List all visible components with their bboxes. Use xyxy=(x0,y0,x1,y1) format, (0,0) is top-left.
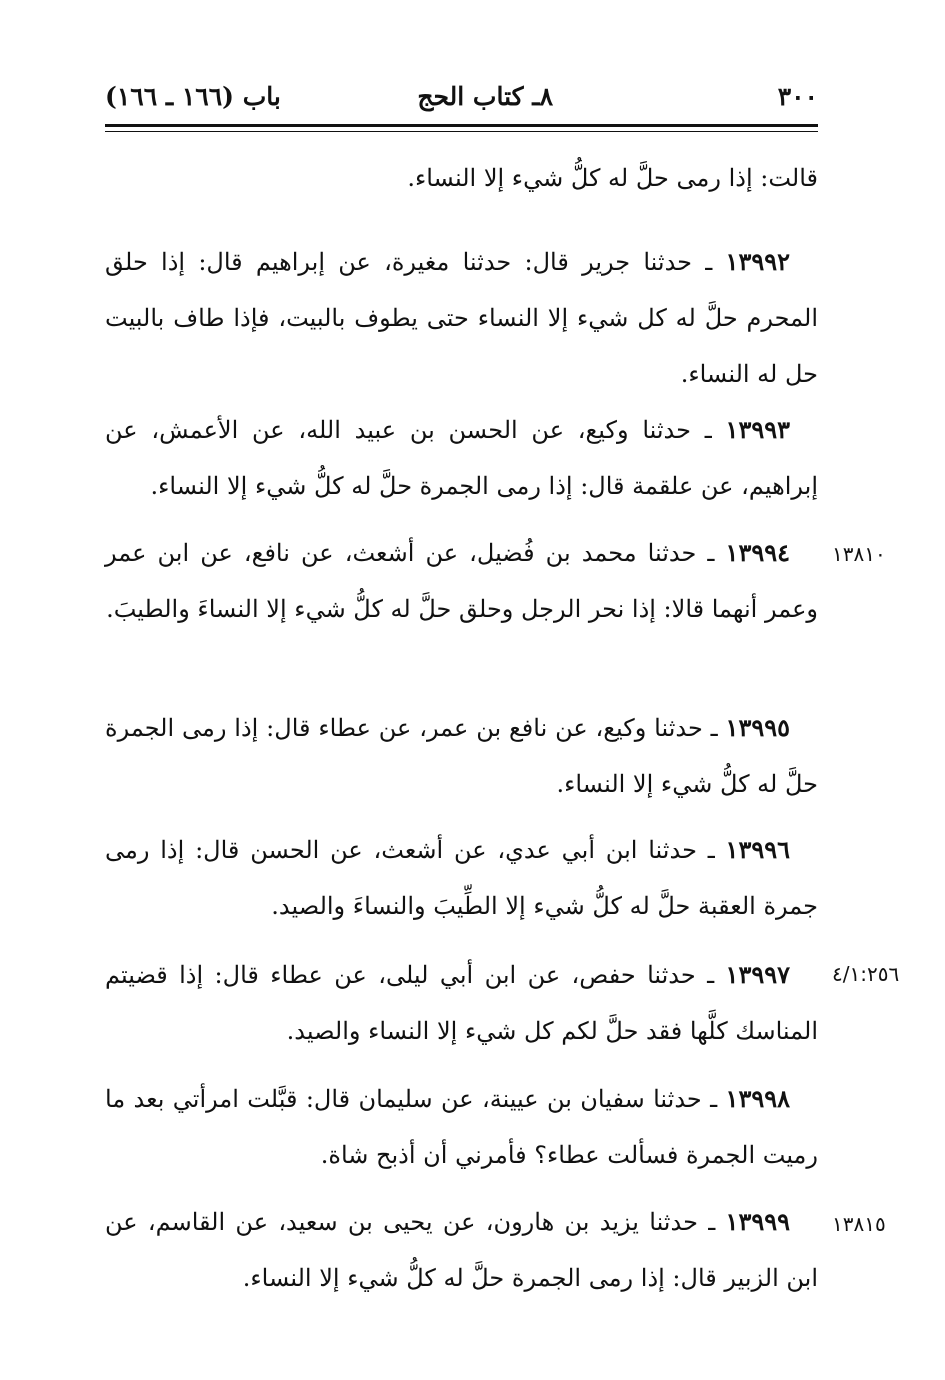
chapter-reference: باب (١٦٦ ـ ١٦٦) xyxy=(105,82,281,111)
hadith-number: ١٣٩٩٢ xyxy=(725,247,790,276)
header-rule-thin xyxy=(105,131,818,132)
continuation-paragraph xyxy=(105,150,818,206)
hadith-number: ١٣٩٩٧ xyxy=(725,960,790,989)
hadith-paragraph xyxy=(105,1194,818,1306)
page-number: ٣٠٠ xyxy=(777,82,818,111)
hadith-number: ١٣٩٩٨ xyxy=(725,1084,790,1113)
hadith-text: ـ حدثنا محمد بن فُضيل، عن أشعث، عن نافع، عن ابن عمر وعمر أنهما قالا: إذا نحر الرجل وحلق حلَّ له كلُّ شيء إلا النساءَ والطيبَ. xyxy=(105,539,818,623)
hadith-paragraph xyxy=(105,402,818,514)
margin-reference: ٤/١:٢٥٦ xyxy=(832,962,900,986)
hadith-text: ـ حدثنا وكيع، عن الحسن بن عبيد الله، عن الأعمش، عن إبراهيم، عن علقمة قال: إذا رمى الجمرة حلَّ له كلُّ شيء إلا النساء. xyxy=(105,416,818,500)
hadith-paragraph xyxy=(105,822,818,934)
hadith-number: ١٣٩٩٤ xyxy=(725,538,790,567)
hadith-paragraph xyxy=(105,947,818,1059)
hadith-text: ـ حدثنا ابن أبي عدي، عن أشعث، عن الحسن قال: إذا رمى جمرة العقبة حلَّ له كلُّ شيء إلا الطِّيبَ والنساءَ والصيد. xyxy=(105,836,818,920)
header-rule-thick xyxy=(105,124,818,127)
hadith-paragraph xyxy=(105,1071,818,1183)
hadith-paragraph xyxy=(105,525,818,637)
book-title: ٨ـ كتاب الحج xyxy=(417,82,553,111)
hadith-number: ١٣٩٩٥ xyxy=(725,713,790,742)
hadith-text: ـ حدثنا سفيان بن عيينة، عن سليمان قال: قبَّلت امرأتي بعد ما رميت الجمرة فسألت عطاء؟ فأمرني أن أذبح شاة. xyxy=(105,1085,818,1169)
hadith-number: ١٣٩٩٣ xyxy=(725,415,790,444)
hadith-number: ١٣٩٩٩ xyxy=(725,1207,790,1236)
hadith-paragraph xyxy=(105,700,818,812)
margin-reference: ١٣٨١٠ xyxy=(832,542,886,566)
paragraph-text: قالت: إذا رمى حلَّ له كلُّ شيء إلا النساء. xyxy=(407,164,818,192)
hadith-number: ١٣٩٩٦ xyxy=(725,835,790,864)
hadith-text: ـ حدثنا يزيد بن هارون، عن يحيى بن سعيد، عن القاسم، عن ابن الزبير قال: إذا رمى الجمرة حلَّ له كلُّ شيء إلا النساء. xyxy=(105,1208,818,1292)
margin-reference: ١٣٨١٥ xyxy=(832,1212,886,1236)
hadith-text: ـ حدثنا جرير قال: حدثنا مغيرة، عن إبراهيم قال: إذا حلق المحرم حلَّ له كل شيء إلا النساء حتى يطوف بالبيت، فإذا طاف بالبيت حل له النساء. xyxy=(105,248,818,388)
hadith-paragraph xyxy=(105,234,818,402)
running-header xyxy=(105,78,818,118)
hadith-text: ـ حدثنا وكيع، عن نافع بن عمر، عن عطاء قال: إذا رمى الجمرة حلَّ له كلُّ شيء إلا النساء. xyxy=(105,714,818,798)
hadith-text: ـ حدثنا حفص، عن ابن أبي ليلى، عن عطاء قال: إذا قضيتم المناسك كلَّها فقد حلَّ لكم كل شيء إلا النساء والصيد. xyxy=(105,961,818,1045)
